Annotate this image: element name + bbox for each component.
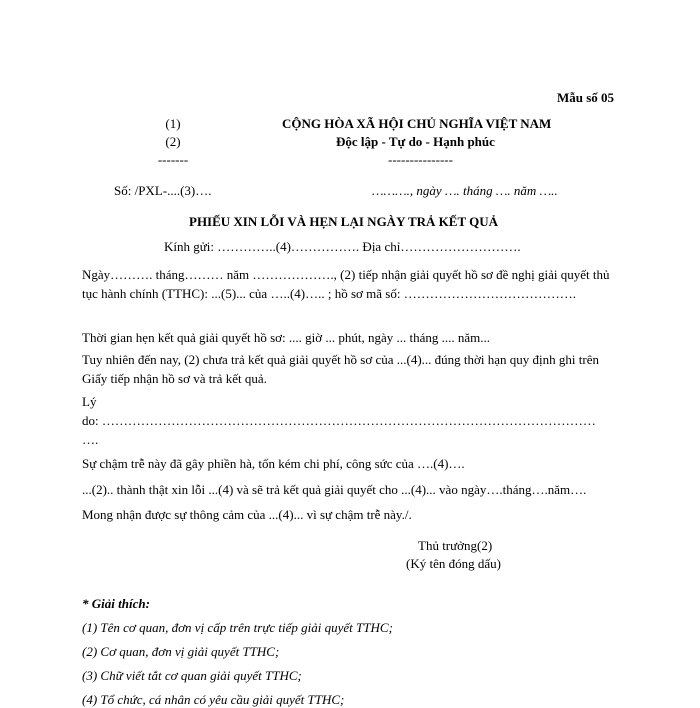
- paragraph-apology: ...(2).. thành thật xin lỗi ...(4) và sẽ trả kết quả giải quyết cho ...(4)... vào ngày….tháng….năm….: [82, 482, 587, 497]
- header-left-rule: -------: [157, 152, 189, 167]
- paragraph-receipt: Ngày………. tháng……… năm ………………., (2) tiếp nhận giải quyết hồ sơ đề nghị giải quyết thủ tục hành chính (TTHC): ...(5)... của …..(4)….. ; hồ sơ mã số: ………………………………….: [82, 267, 610, 301]
- signature-title: Thủ trưởng(2): [418, 538, 493, 553]
- form-number: Mẫu số 05: [557, 90, 615, 105]
- paragraph-appointment: Thời gian hẹn kết quả giải quyết hồ sơ: .... giờ ... phút, ngày ... tháng .... năm...: [82, 330, 491, 345]
- header-left-line2: (2): [165, 134, 181, 149]
- document-number: Số: /PXL-....(3)….: [114, 183, 212, 198]
- addressee: Kính gửi: …………..(4)……………. Địa chỉ……………………….: [164, 239, 521, 254]
- header-left-line1: (1): [165, 116, 181, 131]
- notes-heading: * Giải thích:: [82, 596, 150, 611]
- motto: Độc lập - Tự do - Hạnh phúc: [336, 134, 495, 149]
- republic-heading: CỘNG HÒA XÃ HỘI CHỦ NGHĨA VIỆT NAM: [282, 116, 552, 131]
- header-right-rule: ---------------: [388, 152, 453, 167]
- note-item: (2) Cơ quan, đơn vị giải quyết TTHC;: [82, 644, 280, 659]
- signature-note: (Ký tên đóng dấu): [406, 556, 501, 571]
- reason-continuation: ….: [82, 432, 99, 447]
- paragraph-inconvenience: Sự chậm trễ này đã gây phiền hà, tốn kém chi phí, công sức của ….(4)….: [82, 456, 465, 471]
- reason-line: do: ……………………………………………………………………………………………………: [82, 413, 596, 428]
- note-item: (1) Tên cơ quan, đơn vị cấp trên trực tiếp giải quyết TTHC;: [82, 620, 393, 635]
- document-title: PHIẾU XIN LỖI VÀ HẸN LẠI NGÀY TRẢ KẾT QUẢ: [189, 214, 499, 229]
- document-date: ………., ngày …. tháng …. năm …..: [372, 183, 558, 198]
- note-item: (4) Tổ chức, cá nhân có yêu cầu giải quyết TTHC;: [82, 692, 345, 707]
- paragraph-delay: Tuy nhiên đến nay, (2) chưa trả kết quả giải quyết hồ sơ của ...(4)... đúng thời hạn quy định ghi trên Giấy tiếp nhận hồ sơ và trả kết quả.: [82, 352, 599, 386]
- note-item: (3) Chữ viết tắt cơ quan giải quyết TTHC;: [82, 668, 302, 683]
- reason-label: Lý: [82, 394, 97, 409]
- paragraph-closing: Mong nhận được sự thông cảm của ...(4)... vì sự chậm trễ này./.: [82, 507, 412, 522]
